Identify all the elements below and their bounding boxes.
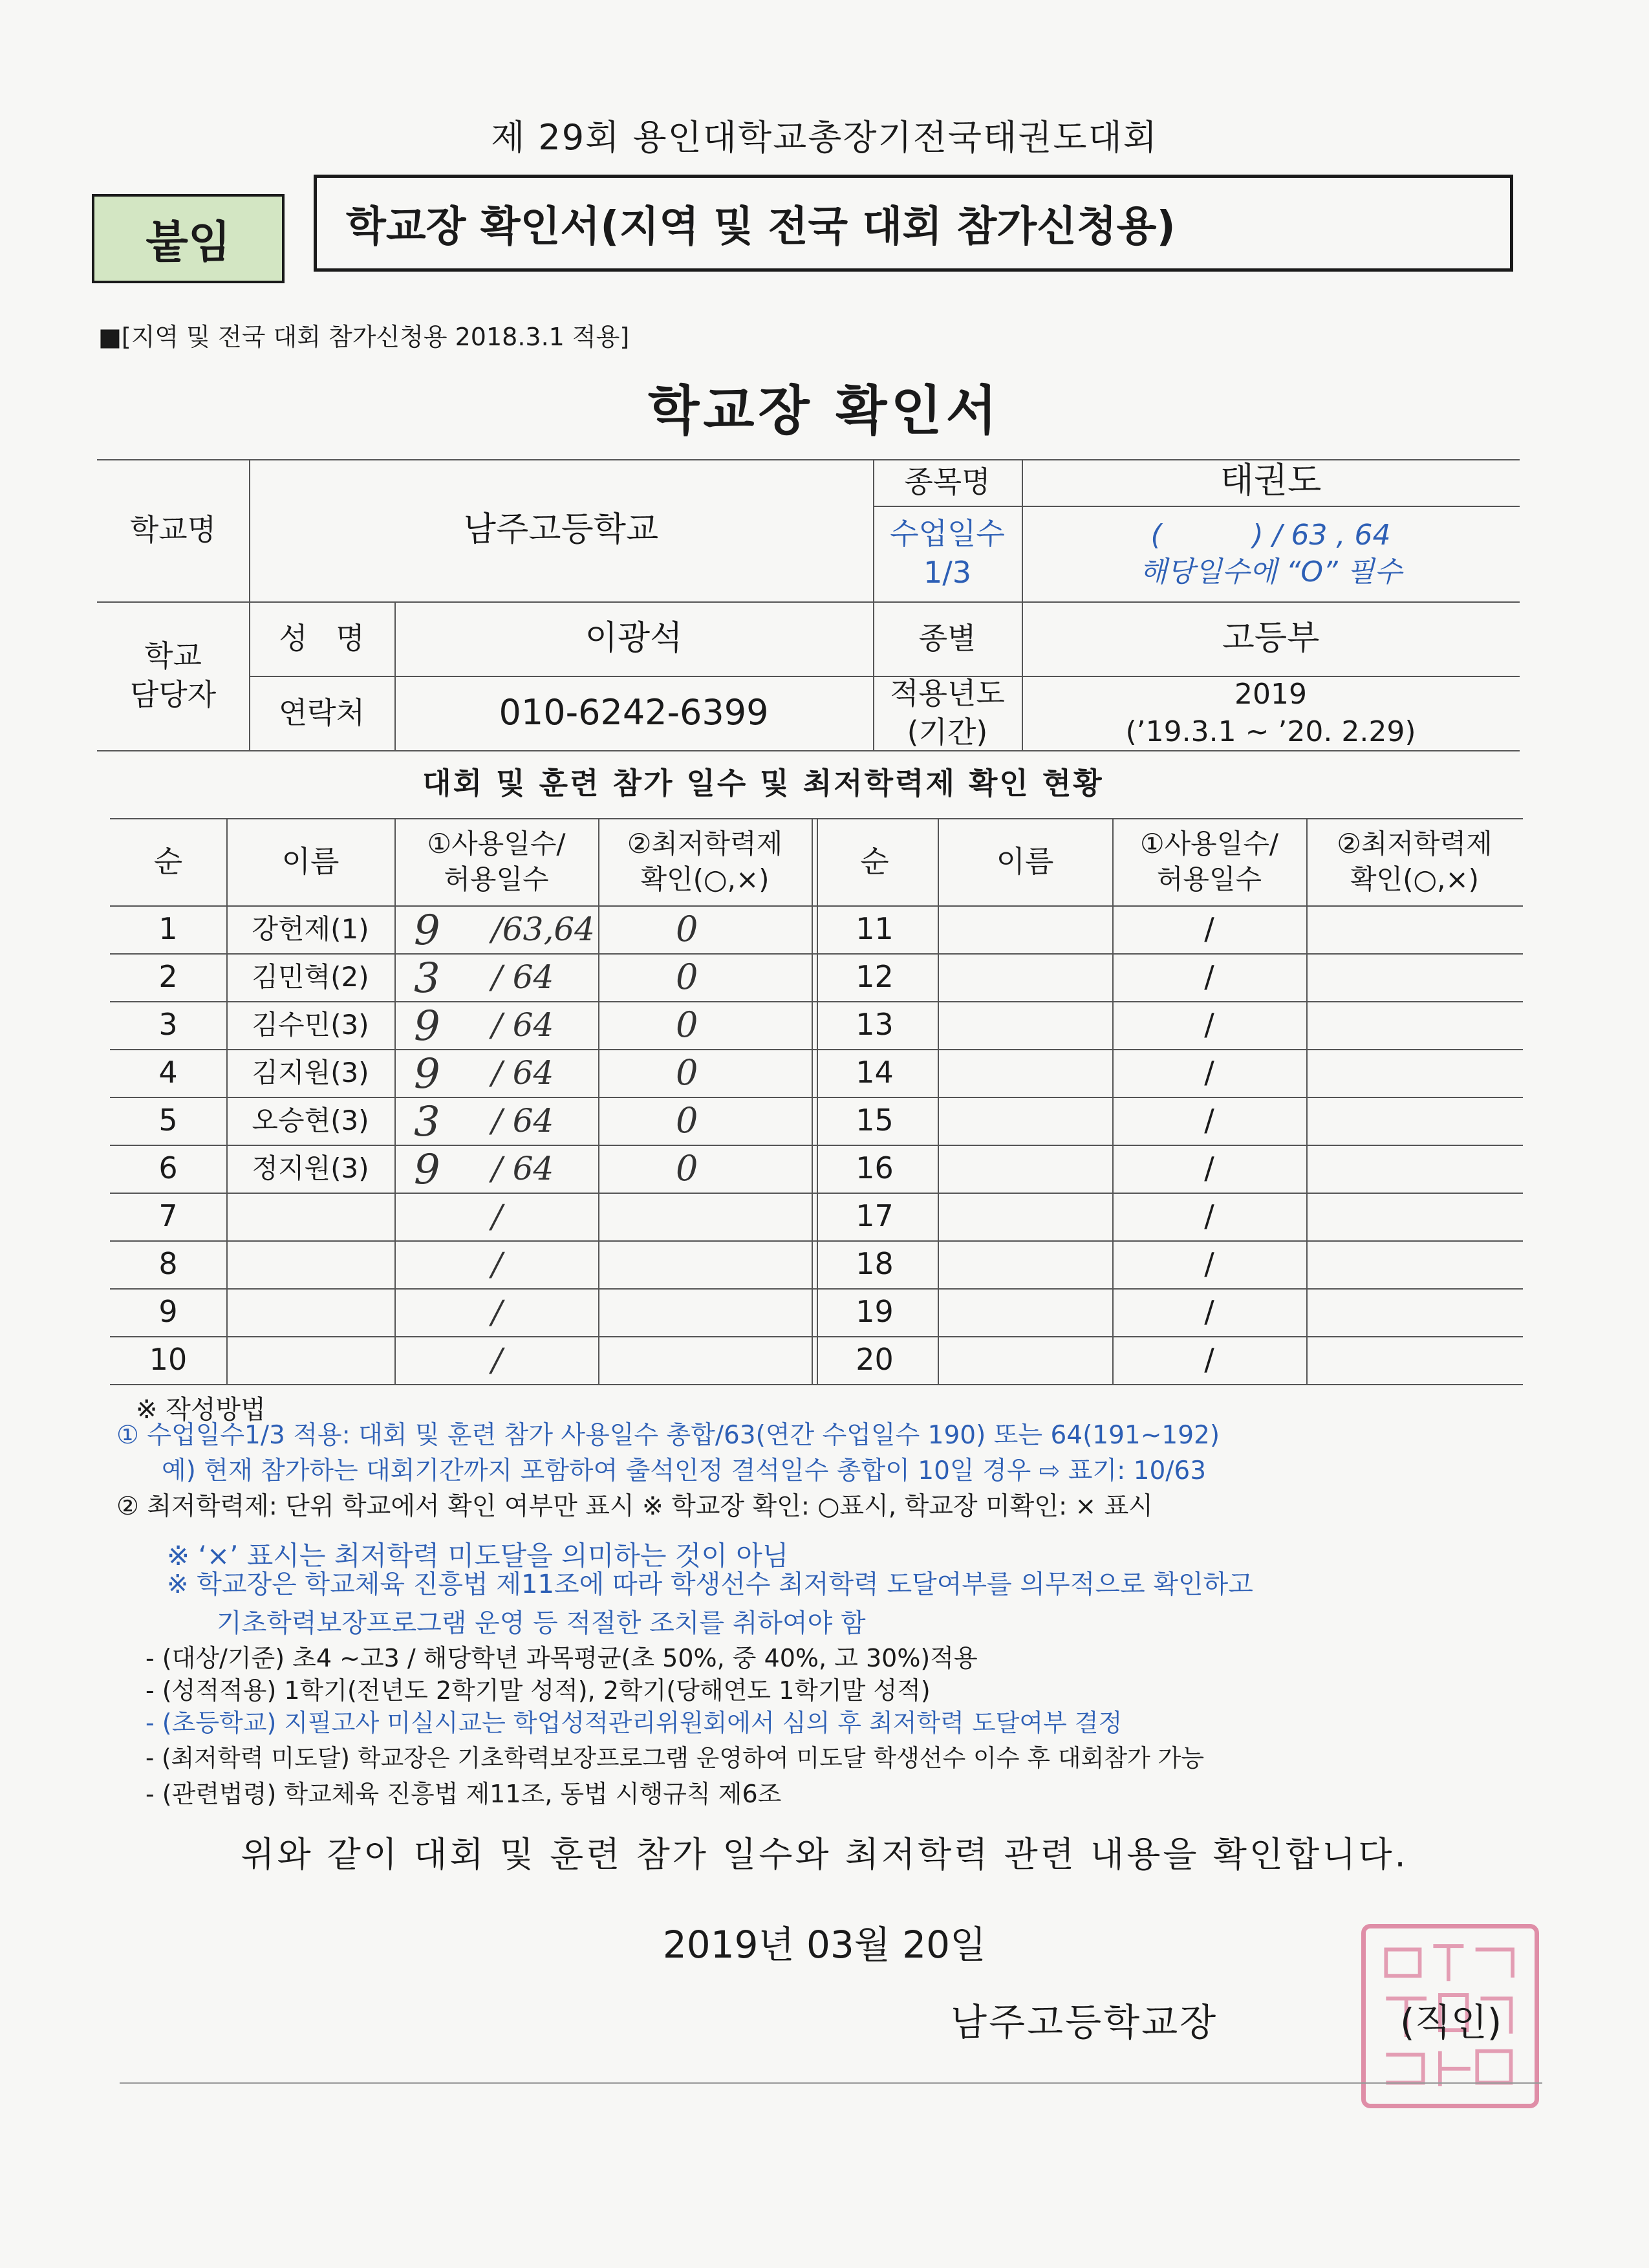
athlete-name bbox=[226, 1288, 394, 1336]
header-days-line1: ①사용일수/ bbox=[1139, 827, 1279, 859]
issue-date: 2019년 03월 20일 bbox=[662, 1923, 987, 1967]
contact-label: 연락처 bbox=[278, 695, 365, 730]
row-number: 18 bbox=[856, 1246, 894, 1282]
row-number: 13 bbox=[856, 1007, 894, 1042]
name-label: 성 명 bbox=[279, 620, 365, 656]
allowed-days: / bbox=[1204, 1246, 1214, 1282]
allowed-days: / 64 bbox=[491, 1006, 554, 1044]
header-name-right: 이름 bbox=[996, 843, 1054, 879]
allowed-days: / 64 bbox=[491, 1054, 554, 1092]
allowed-days: / bbox=[1204, 959, 1214, 995]
school-name-value: 남주고등학교 bbox=[463, 510, 659, 550]
row-number: 5 bbox=[158, 1103, 178, 1138]
row-number: 17 bbox=[856, 1198, 894, 1234]
year-value bbox=[1022, 676, 1520, 750]
guide-heading: ※ 작성방법 bbox=[136, 1395, 266, 1425]
class-days-label bbox=[873, 506, 1022, 601]
header-no-left: 순 bbox=[153, 843, 183, 879]
guide-line-11: - (관련법령) 학교체육 진흥법 제11조, 동법 시행규칙 제6조 bbox=[146, 1780, 782, 1808]
allowed-days: / bbox=[491, 1293, 502, 1331]
class-days-label-line1: 수업일수 bbox=[890, 516, 1005, 552]
row-number: 9 bbox=[158, 1294, 178, 1330]
athlete-name bbox=[226, 1193, 394, 1240]
allowed-days: / bbox=[1204, 1294, 1214, 1330]
athlete-name: 정지원(3) bbox=[252, 1152, 369, 1184]
row-number: 8 bbox=[158, 1246, 178, 1282]
allowed-days: / bbox=[491, 1341, 502, 1379]
min-achievement-check: 0 bbox=[676, 1100, 698, 1141]
guide-line-8: - (성적적용) 1학기(전년도 2학기말 성적), 2학기(당해연도 1학기말 성적) bbox=[146, 1676, 931, 1705]
allowed-days: / 64 bbox=[491, 1150, 554, 1187]
header-days-left bbox=[394, 818, 598, 905]
guide-line-2: 예) 현재 참가하는 대회기간까지 포함하여 출석인정 결석일수 총합이 10일 경우 ⇨ 표기: 10/63 bbox=[162, 1456, 1207, 1485]
status-section-title: 대회 및 훈련 참가 일수 및 최저학력제 확인 현황 bbox=[422, 766, 1104, 801]
allowed-days: / bbox=[1204, 911, 1214, 947]
sport-label: 종목명 bbox=[904, 464, 991, 500]
row-number: 2 bbox=[158, 959, 178, 995]
document-title-box bbox=[314, 175, 1513, 272]
allowed-days: / 64 bbox=[491, 1102, 554, 1139]
header-min-line1: ②최저학력제 bbox=[1337, 827, 1493, 859]
class-days-value bbox=[1022, 506, 1520, 601]
header-min-line1: ②최저학력제 bbox=[627, 827, 783, 859]
year-value-year: 2019 bbox=[1234, 678, 1307, 711]
used-days: 3 bbox=[414, 955, 440, 1002]
min-achievement-check: 0 bbox=[676, 909, 698, 949]
row-number: 14 bbox=[856, 1055, 894, 1090]
used-days: 3 bbox=[414, 1098, 440, 1146]
allowed-days: / bbox=[491, 1198, 502, 1235]
contact-value: 010-6242-6399 bbox=[499, 692, 769, 733]
athlete-name: 오승현(3) bbox=[252, 1104, 369, 1136]
year-label-line2: (기간) bbox=[907, 714, 988, 750]
name-value: 이광석 bbox=[585, 618, 683, 658]
class-days-instruction: 해당일수에 “O” 필수 bbox=[1139, 556, 1402, 589]
manager-label bbox=[97, 601, 249, 750]
allowed-days: / bbox=[491, 1246, 502, 1283]
main-title: 학교장 확인서 bbox=[648, 380, 1001, 442]
confirmation-statement: 위와 같이 대회 및 훈련 참가 일수와 최저학력 관련 내용을 확인합니다. bbox=[241, 1834, 1408, 1875]
applicability-note: ■[지역 및 전국 대회 참가신청용 2018.3.1 적용] bbox=[98, 323, 630, 351]
athlete-name: 김지원(3) bbox=[252, 1056, 369, 1088]
row-number: 4 bbox=[158, 1055, 178, 1090]
header-days-line2: 허용일수 bbox=[1156, 863, 1262, 895]
used-days: 9 bbox=[414, 1146, 440, 1194]
allowed-days: / bbox=[1204, 1150, 1214, 1186]
attachment-badge: 붙임 bbox=[92, 194, 285, 283]
header-min-left bbox=[598, 818, 812, 905]
used-days: 9 bbox=[414, 1002, 440, 1050]
min-achievement-check: 0 bbox=[676, 1004, 698, 1045]
row-number: 7 bbox=[158, 1198, 178, 1234]
athlete-name: 김수민(3) bbox=[252, 1008, 369, 1041]
row-number: 19 bbox=[856, 1294, 894, 1330]
principal-name: 남주고등학교장 bbox=[951, 2000, 1218, 2044]
bottom-divider bbox=[120, 2082, 1542, 2084]
min-achievement-check: 0 bbox=[676, 1148, 698, 1189]
row-number: 3 bbox=[158, 1007, 178, 1042]
class-days-label-line2: 1/3 bbox=[923, 555, 972, 590]
event-title: 제 29회 용인대학교총장기전국태권도대회 bbox=[491, 117, 1158, 158]
row-number: 20 bbox=[856, 1342, 894, 1377]
table-row-rule bbox=[110, 1384, 1523, 1385]
header-no-right: 순 bbox=[860, 843, 889, 879]
row-number: 6 bbox=[158, 1150, 178, 1186]
seal-label: (직인) bbox=[1400, 2000, 1502, 2044]
document-title: 학교장 확인서(지역 및 전국 대회 참가신청용) bbox=[346, 203, 1176, 251]
guide-line-1: ① 수업일수1/3 적용: 대회 및 훈련 참가 사용일수 총합/63(연간 수업일수 190) 또는 64(191~192) bbox=[116, 1421, 1220, 1450]
guide-line-6: 기초학력보장프로그램 운영 등 적절한 조치를 취하여야 함 bbox=[217, 1608, 866, 1638]
guide-line-9: - (초등학교) 지필고사 미실시교는 학업성적관리위원회에서 심의 후 최저학력 도달여부 결정 bbox=[146, 1709, 1123, 1737]
row-number: 12 bbox=[856, 959, 894, 995]
min-achievement-check: 0 bbox=[676, 1052, 698, 1093]
row-number: 10 bbox=[149, 1342, 188, 1377]
athlete-name bbox=[226, 1336, 394, 1384]
guide-line-4: ※ ‘×’ 표시는 최저학력 미도달을 의미하는 것이 아님 bbox=[167, 1540, 789, 1571]
year-label-line1: 적용년도 bbox=[890, 675, 1005, 711]
row-number: 1 bbox=[158, 911, 178, 947]
manager-label-line1: 학교 bbox=[144, 638, 202, 674]
allowed-days: / 64 bbox=[491, 958, 554, 996]
row-number: 15 bbox=[856, 1103, 894, 1138]
header-min-line2: 확인(○,×) bbox=[640, 863, 770, 895]
row-number: 11 bbox=[856, 911, 894, 947]
allowed-days: /63,64 bbox=[491, 911, 595, 948]
header-days-line2: 허용일수 bbox=[444, 863, 549, 895]
manager-label-line2: 담당자 bbox=[129, 677, 217, 712]
header-name-left: 이름 bbox=[281, 843, 339, 879]
athlete-name: 강헌제(1) bbox=[252, 913, 369, 945]
allowed-days: / bbox=[1204, 1007, 1214, 1042]
year-value-period: (’19.3.1 ~ ’20. 2.29) bbox=[1125, 715, 1416, 748]
row-number: 16 bbox=[856, 1150, 894, 1186]
athlete-name: 김민혁(2) bbox=[252, 960, 369, 993]
used-days: 9 bbox=[414, 1050, 440, 1098]
header-days-right bbox=[1112, 818, 1306, 905]
allowed-days: / bbox=[1204, 1342, 1214, 1377]
sport-value: 태권도 bbox=[1220, 460, 1322, 501]
allowed-days: / bbox=[1204, 1103, 1214, 1138]
year-label bbox=[873, 676, 1022, 750]
class-days-fraction: ( ) / 63 , 64 bbox=[1150, 518, 1391, 552]
school-name-label: 학교명 bbox=[129, 512, 217, 548]
division-label: 종별 bbox=[918, 620, 976, 656]
allowed-days: / bbox=[1204, 1055, 1214, 1090]
used-days: 9 bbox=[414, 907, 440, 955]
allowed-days: / bbox=[1204, 1198, 1214, 1234]
header-min-line2: 확인(○,×) bbox=[1350, 863, 1480, 895]
division-value: 고등부 bbox=[1222, 618, 1320, 658]
guide-line-10: - (최저학력 미도달) 학교장은 기초학력보장프로그램 운영하여 미도달 학생선수 이수 후 대회참가 가능 bbox=[146, 1744, 1205, 1772]
guide-line-5: ※ 학교장은 학교체육 진흥법 제11조에 따라 학생선수 최저학력 도달여부를 의무적으로 확인하고 bbox=[167, 1570, 1253, 1599]
athlete-name bbox=[226, 1240, 394, 1288]
header-min-right bbox=[1306, 818, 1523, 905]
guide-line-7: - (대상/기준) 초4 ~고3 / 해당학년 과목평균(초 50%, 중 40%, 고 30%)적용 bbox=[146, 1644, 978, 1672]
min-achievement-check: 0 bbox=[676, 956, 698, 997]
guide-line-3: ② 최저학력제: 단위 학교에서 확인 여부만 표시 ※ 학교장 확인: ○표시, 학교장 미확인: × 표시 bbox=[116, 1492, 1153, 1521]
header-days-line1: ①사용일수/ bbox=[427, 827, 566, 859]
